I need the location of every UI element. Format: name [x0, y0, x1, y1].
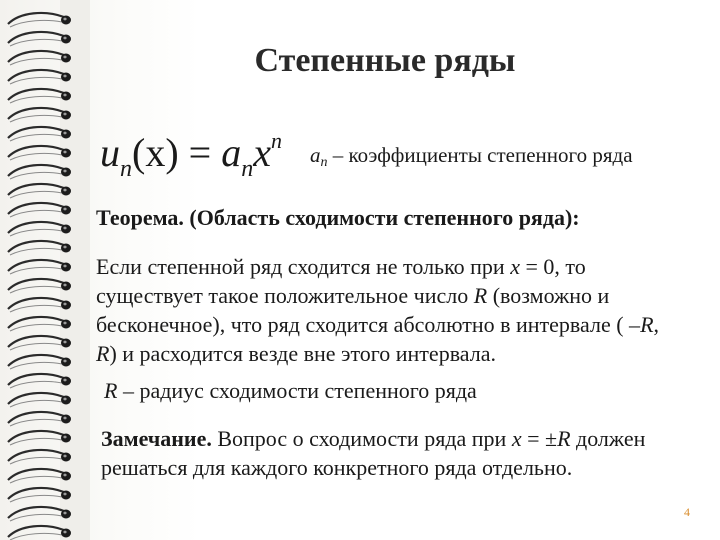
- theorem-var-r2: R: [640, 312, 654, 337]
- formula-x: x: [253, 130, 271, 175]
- page-number: 4: [684, 505, 690, 519]
- spiral-binding: [0, 0, 90, 540]
- coef-text: – коэффициенты степенного ряда: [327, 143, 633, 167]
- remark-paragraph: [101, 424, 646, 482]
- remark-text-3: должен решаться для каждого конкретного ряда отдельно.: [101, 426, 646, 480]
- formula-a-subscript: n: [241, 156, 254, 182]
- theorem-var-r1: R: [473, 283, 488, 308]
- theorem-text-4: ,: [653, 312, 660, 337]
- theorem-var-x: x: [510, 254, 520, 279]
- radius-var-r: R: [104, 378, 118, 403]
- series-term-formula: [100, 130, 282, 181]
- remark-text-2: = ±: [521, 426, 558, 451]
- remark-var-r: R: [557, 426, 571, 451]
- theorem-var-r3: R: [96, 341, 110, 366]
- formula-u: u: [100, 130, 120, 175]
- remark-label: Замечание.: [101, 426, 212, 451]
- slide-title: Степенные ряды: [254, 42, 516, 79]
- theorem-text-2: = 0, то существует такое положительное число: [96, 254, 586, 308]
- formula-a: a: [221, 130, 242, 175]
- coef-a-subscript: n: [320, 155, 328, 170]
- formula-argument: (x): [132, 130, 179, 175]
- formula-x-exponent: n: [270, 128, 282, 153]
- coefficient-description: [310, 143, 633, 171]
- remark-var-x: x: [511, 426, 522, 451]
- radius-definition: [104, 378, 477, 404]
- theorem-text-3: (возможно и бесконечное), что ряд сходится абсолютно в интервале ( –: [96, 283, 641, 337]
- radius-text: – радиус сходимости степенного ряда: [117, 378, 477, 403]
- coef-a: a: [310, 143, 321, 167]
- remark-text-1: Вопрос о сходимости ряда при: [211, 426, 512, 451]
- formula-u-subscript: n: [120, 156, 132, 182]
- formula-equals: =: [178, 130, 222, 175]
- theorem-body: [96, 252, 671, 368]
- theorem-text-5: ) и расходится везде вне этого интервала.: [109, 341, 496, 366]
- theorem-heading: Теорема. (Область сходимости степенного ряда):: [96, 205, 580, 230]
- theorem-text-1: Если степенной ряд сходится не только при: [96, 254, 511, 279]
